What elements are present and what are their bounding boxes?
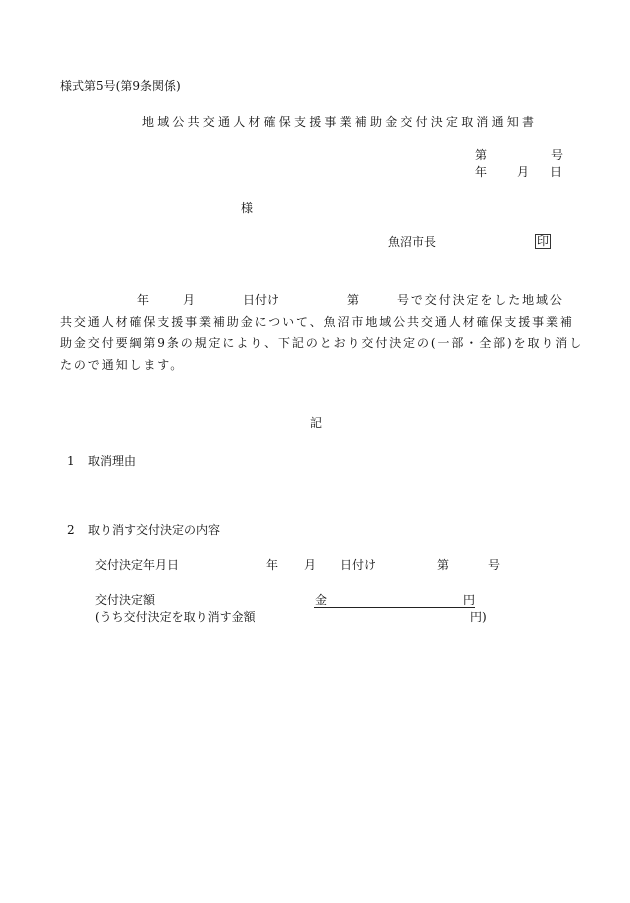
decision-date-month: 月 [304,558,317,572]
amount-yen: 円 [463,593,476,607]
section1-label: 取消理由 [88,454,137,468]
document-title: 地域公共交通人材確保支援事業補助金交付決定取消通知書 [142,115,538,129]
amount-label: 交付決定額 [95,593,156,607]
section2-label: 取り消す交付決定の内容 [88,523,221,537]
date-month: 月 [517,165,530,179]
body-line2: 共交通人材確保支援事業補助金について、魚沼市地域公共交通人材確保支援事業補 [60,315,574,329]
doc-no-dai: 第 [475,148,488,162]
amount-kin: 金 [315,593,328,607]
date-day: 日 [550,165,563,179]
body-dai: 第 [347,293,360,307]
decision-date-go: 号 [488,558,501,572]
form-number: 様式第5号(第9条関係) [60,79,181,93]
cancel-amount-yen: 円) [470,610,487,624]
seal-mark: 印 [537,234,550,248]
body-line1: 号で交付決定をした地域公 [397,293,564,307]
section2-number: 2 [67,523,75,537]
ki-heading: 記 [310,416,323,430]
body-line4: たので通知します。 [60,358,185,372]
amount-underline [314,607,475,608]
body-line3: 助金交付要綱第9条の規定により、下記のとおり交付決定の(一部・全部)を取り消し [60,336,584,350]
addressee-suffix: 様 [241,201,254,215]
body-year: 年 [137,293,150,307]
date-year: 年 [475,165,488,179]
sender: 魚沼市長 [388,235,437,249]
body-month: 月 [183,293,196,307]
doc-no-go: 号 [551,148,564,162]
cancel-amount-label: (うち交付決定を取り消す金額 [95,610,256,624]
decision-date-dai: 第 [437,558,450,572]
decision-date-year: 年 [266,558,279,572]
body-dated: 日付け [243,293,280,307]
decision-date-dated: 日付け [340,558,377,572]
section1-number: 1 [67,454,75,468]
decision-date-label: 交付決定年月日 [95,558,180,572]
